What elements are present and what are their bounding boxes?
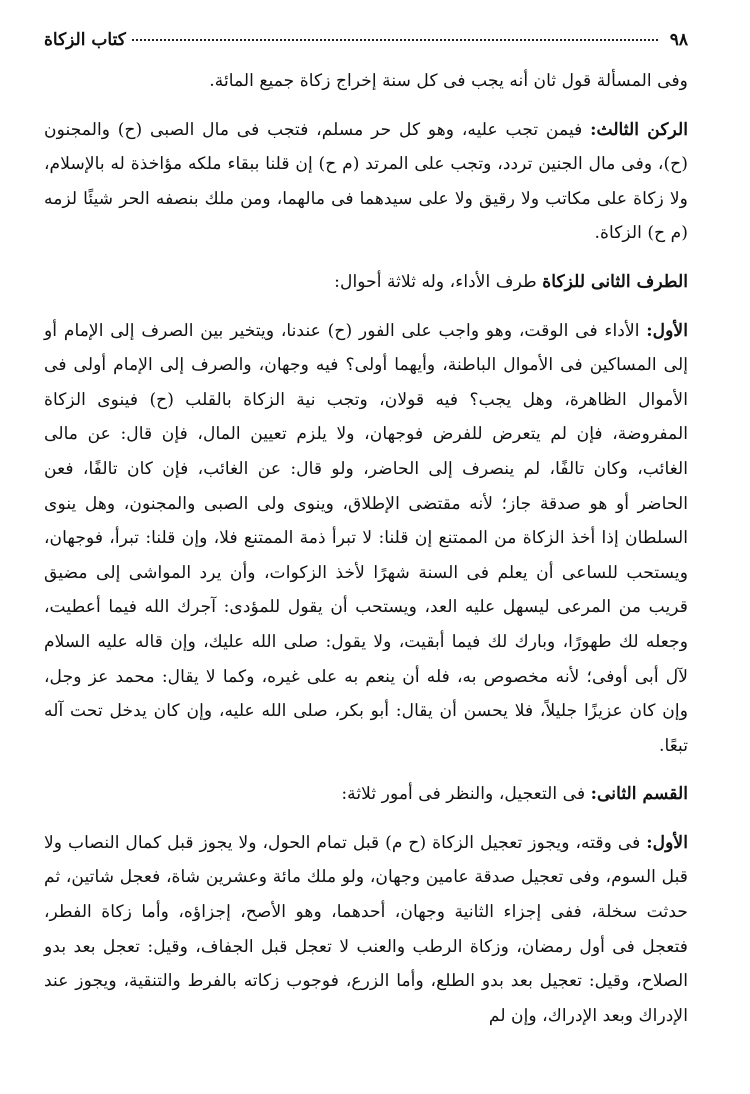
paragraph-text: فيمن تجب عليه، وهو كل حر مسلم، فتجب فى مال الصبى (ح) والمجنون (ح)، وفى مال الجنين تردد، وتجب على المرتد (م ح) إن قلنا ببقاء ملكه مؤاخذة له بالإسلام، ولا زكاة على مكاتب ولا رقيق ولا على سيدهما فى مالهما، ومن ملك بنصفه الحر شيئًا لزمه (م ح) الزكاة. (44, 119, 688, 244)
paragraph-third-pillar (44, 113, 688, 251)
paragraph-text: وفى المسألة قول ثان أنه يجب فى كل سنة إخراج زكاة جميع المائة. (209, 71, 688, 91)
paragraph-text: الأداء فى الوقت، وهو واجب على الفور (ح) عندنا، ويتخير بين الصرف إلى الإمام أو إلى المساكين فى الأموال الباطنة، وأيهما أولى؟ فيه وجهان، والصرف إلى الإمام أولى فى الأموال الظاهرة، وهل يجب؟ فيه قولان، وتجب نية الزكاة بالقلب (ح) فينوى الزكاة المفروضة، فإن لم يتعرض للفرض فوجهان، ولا يلزم تعيين المال، فإن قال: عن مالى الغائب، وكان تالفًا، لم ينصرف إلى الحاضر، ولو قال: عن الغائب، فإن كان تالفًا، فعن الحاضر أو هو صدقة جاز؛ لأنه مقتضى الإطلاق، وينوى ولى الصبى والمجنون، وهل ينوى السلطان إذا أخذ الزكاة من الممتنع إن قلنا: لا تبرأ ذمة الممتنع فلا، وإن قلنا: تبرأ، فوجهان، ويستحب للساعى أن يعلم فى السنة شهرًا لأخذ الزكوات، وأن يرد المواشى إلى مضيق قريب من المرعى ليسهل عليه العد، ويستحب أن يقول للمؤدى: آجرك الله فيما أعطيت، وجعله لك طهورًا، وبارك لك فيما أبقيت، ولا يقول: صلى الله عليك، وإن قاله عليه السلام لآل أبى أوفى؛ لأنه مخصوص به، فله أن ينعم به على غيره، وكما لا يقال: محمد عز وجل، وإن كان عزيزًا جليلاً، فلا يحسن أن يقال: أبو بكر، صلى الله عليه، وإن كان يدخل تحت آله تبعًا. (44, 320, 688, 756)
body-text (44, 64, 688, 1033)
paragraph-heading: الأول: (646, 320, 688, 341)
paragraph-first-state (44, 314, 688, 764)
paragraph-text: فى وقته، ويجوز تعجيل الزكاة (ح م) قبل تمام الحول، ولا يجوز قبل كمال النصاب ولا قبل السوم، وفى تعجيل صدقة عامين وجهان، ولو ملك مائة وعشرين شاة، فعجل شاتين، ثم حدثت سخلة، ففى إجزاء الثانية وجهان، أحدهما، وهو الأصح، إجزاؤه، وأما زكاة الفطر، فتعجل فى أول رمضان، وزكاة الرطب والعنب لا تعجل قبل الجفاف، وقيل: تعجل بعد بدو الصلاح، وقيل: تعجيل بعد بدو الطلع، وأما الزرع، فوجوب زكاته بالفرط والتنقية، ويجوز عند الإدراك وبعد الإدراك، وإن لم (44, 832, 688, 1026)
paragraph-second-part (44, 265, 688, 300)
running-head (44, 30, 688, 64)
paragraph-text: فى التعجيل، والنظر فى أمور ثلاثة: (341, 784, 591, 805)
page-number: ٩٨ (669, 30, 688, 50)
header-dotted-leader (132, 39, 658, 41)
book-title: كتاب الزكاة (44, 30, 126, 50)
paragraph-second-section (44, 777, 688, 812)
paragraph-timing (44, 826, 688, 1034)
paragraph-heading: الركن الثالث: (590, 119, 688, 140)
paragraph-text: طرف الأداء، وله ثلاثة أحوال: (334, 271, 543, 292)
paragraph-continuation (44, 64, 688, 99)
paragraph-heading: الأول: (646, 832, 688, 853)
paragraph-heading: الطرف الثانى للزكاة (542, 271, 688, 292)
paragraph-heading: القسم الثانى: (590, 784, 688, 805)
